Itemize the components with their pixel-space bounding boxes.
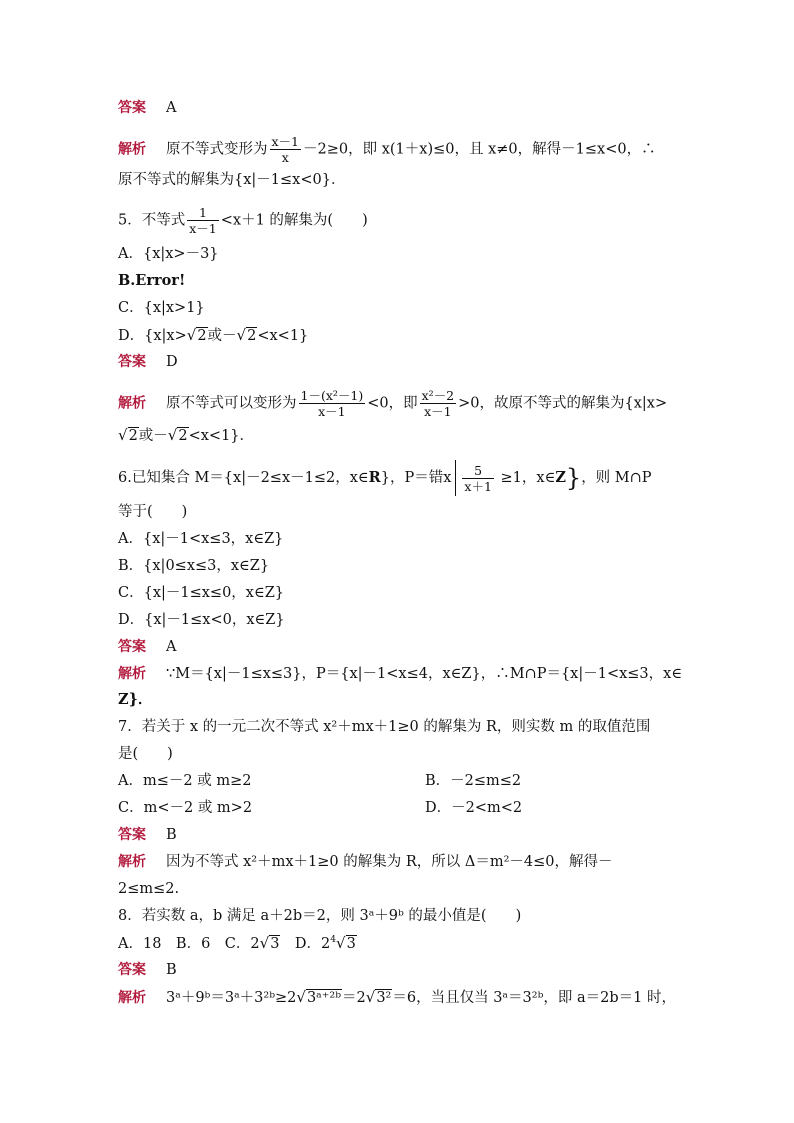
radicand: 2	[247, 328, 257, 344]
fraction-numerator: 1	[199, 205, 207, 220]
fraction-numerator: x－1	[271, 134, 300, 149]
fraction-denominator: x－1	[189, 221, 217, 236]
option-text: D．2	[280, 936, 331, 952]
q8-answer-line	[118, 960, 177, 980]
q5-option-c: C．{x|x>1}	[118, 300, 205, 316]
sqrt: √3ᵃ⁺²ᵇ	[296, 988, 342, 1006]
fraction-numerator: 1－(x²－1)	[300, 388, 364, 403]
q7-option-d: D．－2<m<2	[425, 800, 523, 816]
q5-option-a: A．{x|x>－3}	[118, 246, 219, 262]
q6-stem-line2: 等于( )	[118, 504, 188, 520]
q5-option-d	[118, 325, 308, 346]
radicand: 3ᵃ⁺²ᵇ	[306, 990, 342, 1006]
q6-garbled-glyph: 错x	[428, 470, 452, 486]
q6-option-d: D．{x|－1≤x<0，x∈Z}	[118, 612, 285, 628]
q4-analysis-line1	[118, 134, 656, 165]
q4-analysis-text: －2≥0，即 x(1＋x)≤0，且 x≠0，解得－1≤x<0，∴	[303, 141, 656, 158]
q7-stem-line1: 7．若关于 x 的一元二次不等式 x²＋mx＋1≥0 的解集为 R，则实数 m 的取值范围	[118, 719, 651, 735]
q5-analysis-line2	[118, 425, 254, 446]
sqrt: √3	[259, 934, 280, 952]
q8-analysis-line1	[118, 987, 676, 1008]
q7-option-a: A．m≤－2 或 m≥2	[118, 773, 252, 789]
q5-answer: D	[166, 354, 178, 370]
fraction-denominator: x＋1	[464, 478, 492, 494]
fraction-numerator: x²－2	[421, 388, 455, 403]
q4-fraction	[270, 134, 302, 165]
sqrt: √2	[186, 326, 207, 344]
analysis-label: 解析	[118, 666, 146, 682]
analysis-label: 解析	[118, 990, 146, 1006]
analysis-label: 解析	[118, 854, 146, 870]
sqrt: √2	[167, 426, 188, 444]
answer-label: 答案	[118, 962, 146, 978]
q6-answer: A	[166, 639, 177, 655]
option-text: D．{x|x>	[118, 328, 187, 344]
answer-label: 答案	[118, 827, 146, 843]
q4-answer: A	[166, 100, 177, 116]
option-text: A．18 B．6 C．2	[118, 936, 260, 952]
q6-analysis-line2: Z}．	[118, 691, 153, 708]
fraction-denominator: x－1	[420, 403, 457, 419]
q7-answer-line	[118, 825, 177, 845]
q7-analysis-line2: 2≤m≤2.	[118, 881, 180, 897]
analysis-text: 3ᵃ＋9ᵇ＝3ᵃ＋3²ᵇ≥2	[166, 990, 297, 1006]
q6-option-a: A．{x|－1<x≤3，x∈Z}	[118, 531, 284, 547]
q5-analysis-fraction-1	[299, 388, 366, 419]
q6-option-c: C．{x|－1≤x≤0，x∈Z}	[118, 585, 285, 601]
q5-answer-line	[118, 352, 178, 372]
analysis-text: ＝6，当且仅当 3ᵃ＝3²ᵇ，即 a＝2b＝1 时，	[392, 990, 676, 1006]
answer-label: 答案	[118, 639, 146, 655]
analysis-text: <0，即	[367, 395, 418, 412]
q7-option-b: B．－2≤m≤2	[425, 773, 522, 789]
q6-stem-text: ，则 M∩P	[581, 470, 652, 486]
q6-stem-text: }，P＝	[380, 470, 429, 486]
q6-set-R: R	[368, 469, 381, 486]
q6-stem-text: 6.已知集合 M＝{x|－2≤x－1≤2，x∈	[118, 470, 369, 486]
q6-fraction	[462, 463, 494, 494]
q5-stem	[118, 205, 368, 236]
sqrt: √3	[336, 934, 356, 952]
radicand: 3	[346, 936, 356, 952]
q6-answer-line	[118, 637, 176, 657]
analysis-text: <x<1}．	[188, 428, 255, 444]
set-bar	[455, 460, 456, 496]
q8-options	[118, 933, 357, 954]
option-text: 或－	[207, 328, 237, 344]
q6-set-Z: Z	[555, 469, 566, 486]
q8-stem: 8．若实数 a，b 满足 a＋2b＝2，则 3ᵃ＋9ᵇ 的最小值是( )	[118, 908, 522, 924]
fraction-denominator: x－1	[299, 403, 366, 419]
analysis-text: ＝2	[342, 990, 366, 1006]
radicand: 2	[128, 428, 138, 444]
analysis-text: >0，故原不等式的解集为{x|x>	[458, 395, 668, 412]
q6-stem-text: ≥1，x∈	[500, 470, 556, 486]
q5-stem-text: 5．不等式	[118, 212, 186, 229]
analysis-text: 或－	[138, 428, 168, 444]
sqrt: √2	[118, 426, 138, 444]
q5-fraction	[187, 205, 219, 236]
q4-analysis-text: 原不等式变形为	[166, 141, 268, 158]
q5-analysis-line1	[118, 388, 667, 419]
radicand: 2	[197, 328, 207, 344]
analysis-text: ∵M＝{x|－1≤x≤3}，P＝{x|－1<x≤4，x∈Z}，∴M∩P＝{x|－1<x≤3，x∈	[166, 666, 683, 682]
q5-stem-text: <x＋1 的解集为( )	[220, 212, 368, 229]
q6-analysis-line1	[118, 664, 682, 684]
analysis-text: 原不等式可以变形为	[166, 395, 297, 412]
q8-answer: B	[166, 962, 177, 978]
q7-stem-line2: 是( )	[118, 746, 173, 762]
root-index: 4	[330, 935, 337, 946]
analysis-label: 解析	[118, 141, 146, 158]
radicand: 3²	[376, 990, 392, 1006]
analysis-text: 因为不等式 x²＋mx＋1≥0 的解集为 R，所以 Δ＝m²－4≤0，解得－	[166, 854, 613, 870]
fraction-numerator: 5	[474, 462, 483, 478]
q4-answer-line	[118, 98, 176, 118]
q6-stem-line1: 6.已知集合 M＝{x|－2≤x－1≤2，x∈R}，P＝错x $\frac{5}{x+1}$ ≥1，x∈Z}，则 M∩P	[118, 460, 652, 496]
option-text: <x<1}	[257, 328, 309, 344]
q5-analysis-fraction-2	[420, 388, 457, 419]
sqrt: √3²	[365, 988, 392, 1006]
q7-analysis-line1	[118, 852, 613, 872]
q5-option-b: B.Error!	[118, 272, 186, 289]
q4-analysis-line2: 原不等式的解集为{x|－1≤x<0}．	[118, 172, 346, 188]
radicand: 3	[270, 936, 280, 952]
sqrt: √2	[236, 326, 257, 344]
analysis-label: 解析	[118, 395, 146, 412]
answer-label: 答案	[118, 354, 146, 370]
q7-option-c: C．m<－2 或 m>2	[118, 800, 253, 816]
answer-label: 答案	[118, 100, 146, 116]
radicand: 2	[178, 428, 188, 444]
q7-answer: B	[166, 827, 177, 843]
q6-option-b: B．{x|0≤x≤3，x∈Z}	[118, 558, 270, 574]
fraction-denominator: x	[270, 149, 302, 165]
